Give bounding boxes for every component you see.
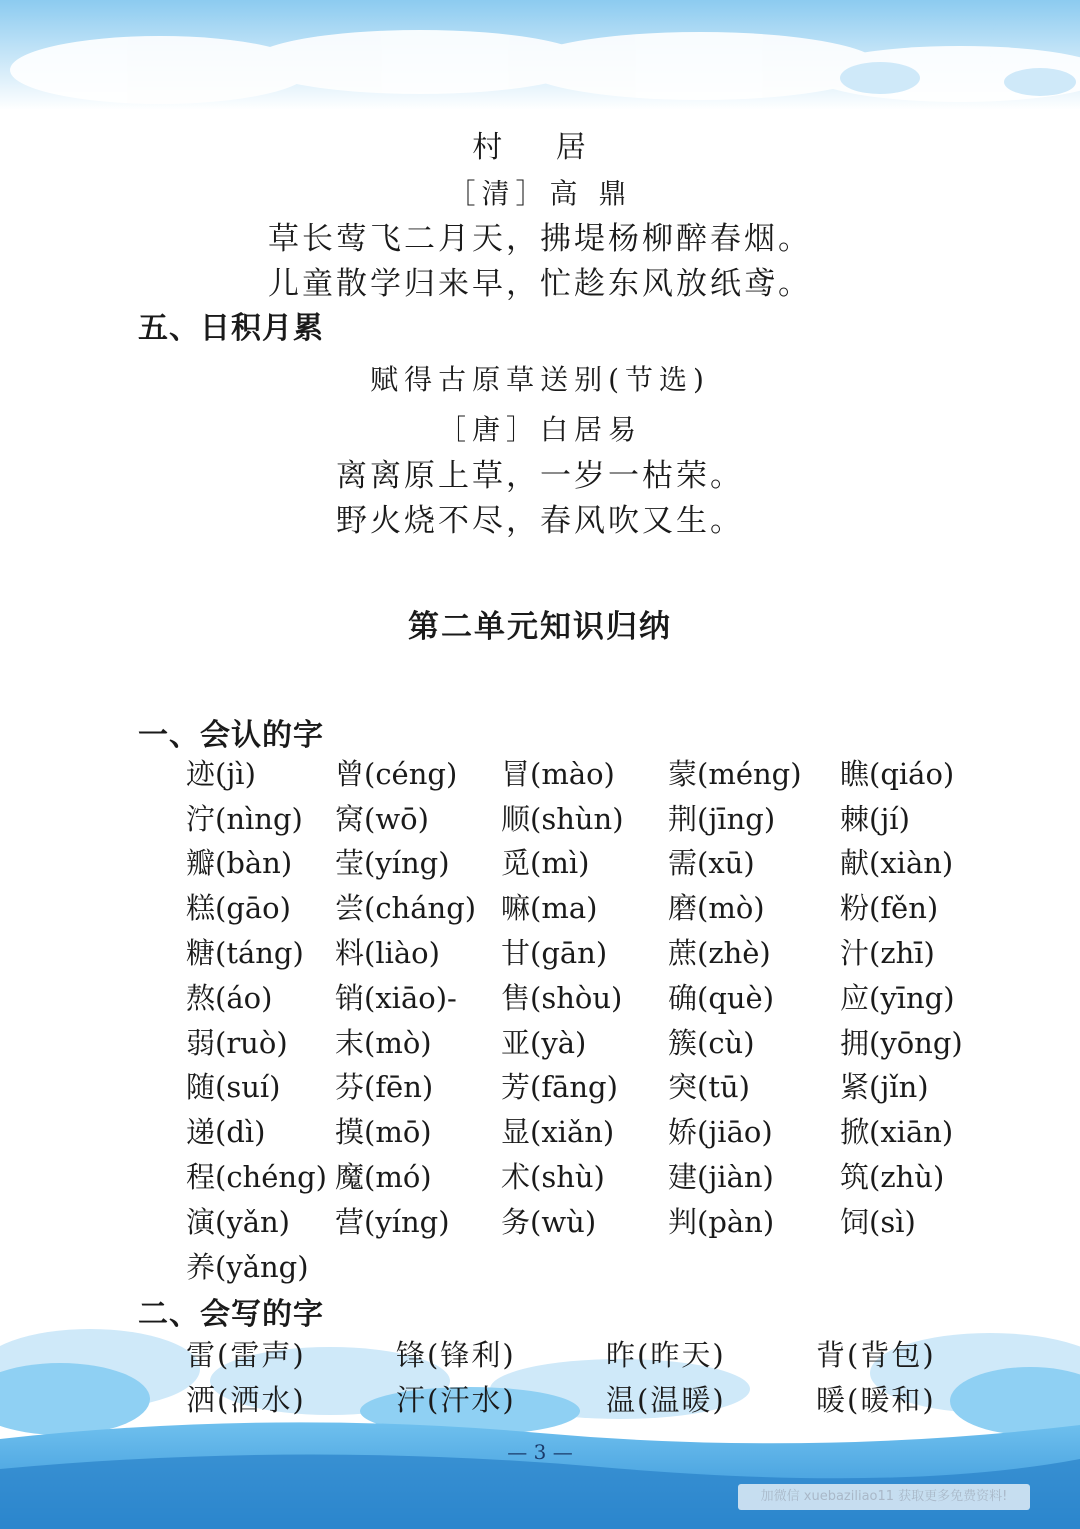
- char-entry: 泞(nìng): [186, 801, 303, 836]
- poem-line: 草长莺飞二月天，拂堤杨柳醉春烟。: [268, 221, 812, 257]
- char-entry: 亚(yà): [501, 1025, 587, 1060]
- char-entry: 筑(zhù): [840, 1160, 945, 1195]
- char-entry: 饲(sì): [840, 1204, 916, 1239]
- char-entry: 销(xiāo)-: [335, 980, 457, 1015]
- char-entry: 昨(昨天): [606, 1337, 726, 1372]
- char-entry: 嘛(ma): [501, 891, 598, 926]
- char-entry: 洒(洒水): [186, 1382, 306, 1417]
- read-chars-row: [186, 1108, 990, 1153]
- char-entry: 摸(mō): [335, 1115, 432, 1150]
- poem-title: 赋得古原草送别(节选): [370, 363, 710, 396]
- char-entry: 窝(wō): [335, 801, 429, 836]
- char-entry: 芳(fāng): [501, 1070, 618, 1105]
- poem-author: ［清］高 鼎: [447, 177, 633, 210]
- read-chars-row: [186, 974, 990, 1019]
- char-entry: 荆(jīng): [668, 801, 776, 836]
- char-entry: 芬(fēn): [335, 1070, 434, 1105]
- section-heading-daily-accumulation: 五、日积月累: [138, 311, 324, 346]
- char-entry: 瞧(qiáo): [840, 756, 955, 791]
- read-chars-row: [186, 840, 990, 885]
- char-entry: 尝(cháng): [335, 891, 477, 926]
- watermark: 加微信 xuebaziliao11 获取更多免费资料!: [738, 1484, 1030, 1510]
- char-entry: 判(pàn): [668, 1204, 775, 1239]
- char-entry: 拥(yōng): [840, 1025, 963, 1060]
- read-chars-row: [186, 1019, 990, 1064]
- char-entry: 瓣(bàn): [186, 846, 293, 881]
- char-entry: 售(shòu): [501, 980, 623, 1015]
- sky-top-decoration: [0, 0, 1080, 110]
- char-entry: 程(chéng): [186, 1160, 327, 1195]
- char-entry: 莹(yíng): [335, 846, 450, 881]
- char-entry: 暖(暖和): [816, 1382, 936, 1417]
- char-entry: 末(mò): [335, 1025, 432, 1060]
- read-chars-row: [186, 795, 990, 840]
- char-entry: 顺(shùn): [501, 801, 624, 836]
- char-entry: 营(yíng): [335, 1204, 450, 1239]
- poem-line: 离离原上草，一岁一枯荣。: [336, 458, 744, 494]
- char-entry: 汗(汗水): [396, 1382, 516, 1417]
- char-entry: 雷(雷声): [186, 1337, 306, 1372]
- char-entry: 献(xiàn): [840, 846, 954, 881]
- read-chars-row: [186, 929, 990, 974]
- char-entry: 料(liào): [335, 936, 440, 971]
- poem-author: ［唐］白居易: [437, 413, 642, 446]
- char-entry: 蔗(zhè): [668, 936, 771, 971]
- char-entry: 务(wù): [501, 1204, 597, 1239]
- char-entry: 背(背包): [816, 1337, 936, 1372]
- read-chars-row: [186, 1243, 990, 1288]
- char-entry: 觅(mì): [501, 846, 590, 881]
- char-entry: 温(温暖): [606, 1382, 726, 1417]
- char-entry: 迹(jì): [186, 756, 256, 791]
- char-entry: 紧(jǐn): [840, 1070, 929, 1105]
- char-entry: 显(xiǎn): [501, 1115, 615, 1150]
- char-entry: 建(jiàn): [668, 1160, 774, 1195]
- char-entry: 熬(áo): [186, 980, 273, 1015]
- write-chars-row: [186, 1376, 1026, 1421]
- char-entry: 突(tū): [668, 1070, 750, 1105]
- read-chars-row: [186, 1198, 990, 1243]
- char-entry: 簇(cù): [668, 1025, 755, 1060]
- char-entry: 甘(gān): [501, 936, 608, 971]
- char-entry: 磨(mò): [668, 891, 765, 926]
- section-heading-write-chars: 二、会写的字: [138, 1297, 324, 1332]
- poem-line: 野火烧不尽，春风吹又生。: [336, 503, 744, 539]
- char-entry: 确(què): [668, 980, 775, 1015]
- char-entry: 随(suí): [186, 1070, 281, 1105]
- char-entry: 蒙(méng): [668, 756, 802, 791]
- read-chars-grid: [186, 750, 990, 1288]
- read-chars-row: [186, 884, 990, 929]
- poem-title: 村 居: [472, 130, 608, 165]
- page-number: — 3 —: [507, 1440, 573, 1464]
- char-entry: 粉(fěn): [840, 891, 939, 926]
- char-entry: 曾(céng): [335, 756, 458, 791]
- char-entry: 养(yǎng): [186, 1249, 309, 1284]
- char-entry: 弱(ruò): [186, 1025, 288, 1060]
- read-chars-row: [186, 1153, 990, 1198]
- read-chars-row: [186, 750, 990, 795]
- char-entry: 冒(mào): [501, 756, 615, 791]
- char-entry: 娇(jiāo): [668, 1115, 773, 1150]
- write-chars-grid: [186, 1331, 1026, 1421]
- char-entry: 汁(zhī): [840, 936, 935, 971]
- char-entry: 需(xū): [668, 846, 755, 881]
- char-entry: 应(yīng): [840, 980, 955, 1015]
- section-heading-read-chars: 一、会认的字: [138, 718, 324, 753]
- poem-line: 儿童散学归来早，忙趁东风放纸鸢。: [268, 266, 812, 302]
- read-chars-row: [186, 1064, 990, 1109]
- char-entry: 术(shù): [501, 1160, 605, 1195]
- char-entry: 演(yǎn): [186, 1204, 290, 1239]
- char-entry: 递(dì): [186, 1115, 266, 1150]
- unit-title: 第二单元知识归纳: [408, 609, 672, 645]
- char-entry: 锋(锋利): [396, 1337, 516, 1372]
- char-entry: 棘(jí): [840, 801, 910, 836]
- char-entry: 糖(táng): [186, 936, 304, 971]
- char-entry: 掀(xiān): [840, 1115, 954, 1150]
- write-chars-row: [186, 1331, 1026, 1376]
- char-entry: 魔(mó): [335, 1160, 432, 1195]
- char-entry: 糕(gāo): [186, 891, 291, 926]
